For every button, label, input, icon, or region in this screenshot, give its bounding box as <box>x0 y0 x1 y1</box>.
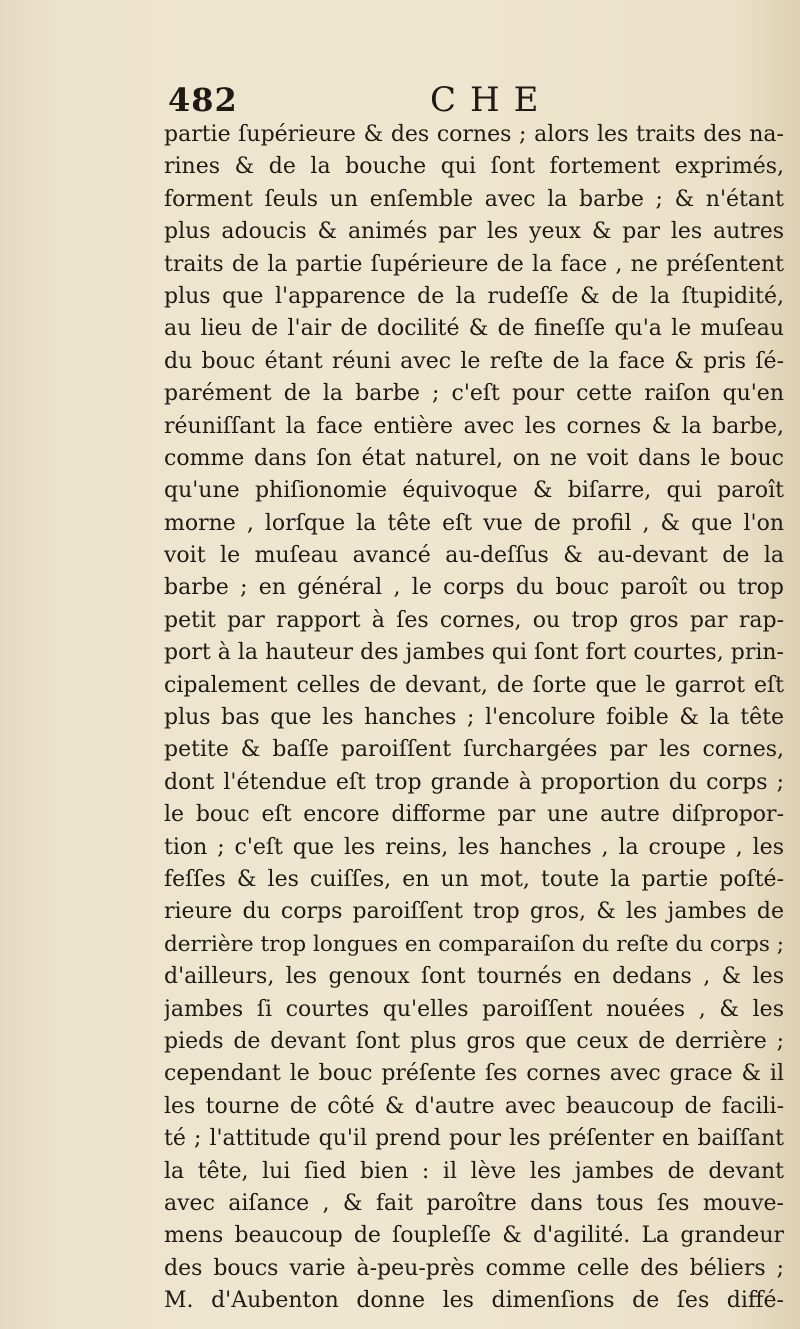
text-line: partie ſupérieure & des cornes ; alors les traits des na- <box>164 122 784 147</box>
text-line: dont l'étendue eſt trop grande à proportion du corps ; <box>164 769 784 795</box>
running-head: CHE <box>430 80 553 120</box>
text-line: comme dans ſon état naturel, on ne voit dans le bouc <box>164 445 784 471</box>
text-line: au lieu de l'air de docilité & de fineſſe qu'a le muſeau <box>164 316 784 342</box>
page-number: 482 <box>168 81 238 119</box>
text-line: tion ; c'eſt que les reins, les hanches , la croupe , les <box>164 834 784 860</box>
text-line: feſſes & les cuiſſes, en un mot, toute la partie poſté- <box>164 866 784 892</box>
text-line: petite & baſſe paroiſſent ſurchargées par les cornes, <box>164 737 784 763</box>
text-line: mens beaucoup de ſoupleſſe & d'agilité. La grandeur <box>164 1223 784 1249</box>
text-line: le bouc eſt encore difforme par une autre diſpropor- <box>164 802 784 828</box>
text-line: jambes ſi courtes qu'elles paroiſſent nouées , & les <box>164 996 784 1022</box>
text-line: cependant le bouc préſente ſes cornes avec grace & il <box>164 1061 784 1087</box>
text-line: barbe ; en général , le corps du bouc paroît ou trop <box>164 575 784 601</box>
text-line: plus adoucis & animés par les yeux & par les autres <box>164 219 784 245</box>
text-line: cipalement celles de devant, de ſorte que le garrot eſt <box>164 672 784 698</box>
text-line: plus bas que les hanches ; l'encolure foible & la tête <box>164 705 784 731</box>
page-header <box>168 78 768 122</box>
text-line: morne , lorſque la tête eſt vue de profil , & que l'on <box>164 510 784 536</box>
text-line: du bouc étant réuni avec le reſte de la face & pris ſé- <box>164 348 784 374</box>
text-line: d'ailleurs, les genoux ſont tournés en dedans , & les <box>164 964 784 990</box>
text-line: des boucs varie à-peu-près comme celle des béliers ; <box>164 1255 784 1281</box>
text-line: parément de la barbe ; c'eſt pour cette raiſon qu'en <box>164 381 784 407</box>
text-line: traits de la partie ſupérieure de la face , ne préſentent <box>164 251 784 277</box>
text-line: derrière trop longues en comparaiſon du reſte du corps ; <box>164 931 784 957</box>
text-line: avec aiſance , & fait paroître dans tous ſes mouve- <box>164 1190 784 1216</box>
text-line: té ; l'attitude qu'il prend pour les préſenter en baiſſant <box>164 1126 784 1152</box>
text-line: port à la hauteur des jambes qui ſont fort courtes, prin- <box>164 640 784 666</box>
body-text <box>164 119 784 1317</box>
text-line: rieure du corps paroiſſent trop gros, & les jambes de <box>164 899 784 925</box>
text-line: M. d'Aubenton donne les dimenſions de ſes diffé- <box>164 1288 784 1314</box>
text-line: pieds de devant ſont plus gros que ceux de derrière ; <box>164 1028 784 1054</box>
text-line: les tourne de côté & d'autre avec beaucoup de facili- <box>164 1093 784 1119</box>
text-line: la tête, lui ſied bien : il lève les jambes de devant <box>164 1158 784 1184</box>
text-line: qu'une phiſionomie équivoque & biſarre, qui paroît <box>164 478 784 504</box>
text-line: plus que l'apparence de la rudeſſe & de la ſtupidité, <box>164 283 784 309</box>
text-line: réuniſſant la face entière avec les cornes & la barbe, <box>164 413 784 439</box>
text-line: petit par rapport à ſes cornes, ou trop gros par rap- <box>164 607 784 633</box>
text-line: voit le muſeau avancé au-deſſus & au-devant de la <box>164 543 784 569</box>
text-line: forment ſeuls un enſemble avec la barbe ; & n'étant <box>164 186 784 212</box>
text-line: rines & de la bouche qui ſont fortement exprimés, <box>164 154 784 180</box>
